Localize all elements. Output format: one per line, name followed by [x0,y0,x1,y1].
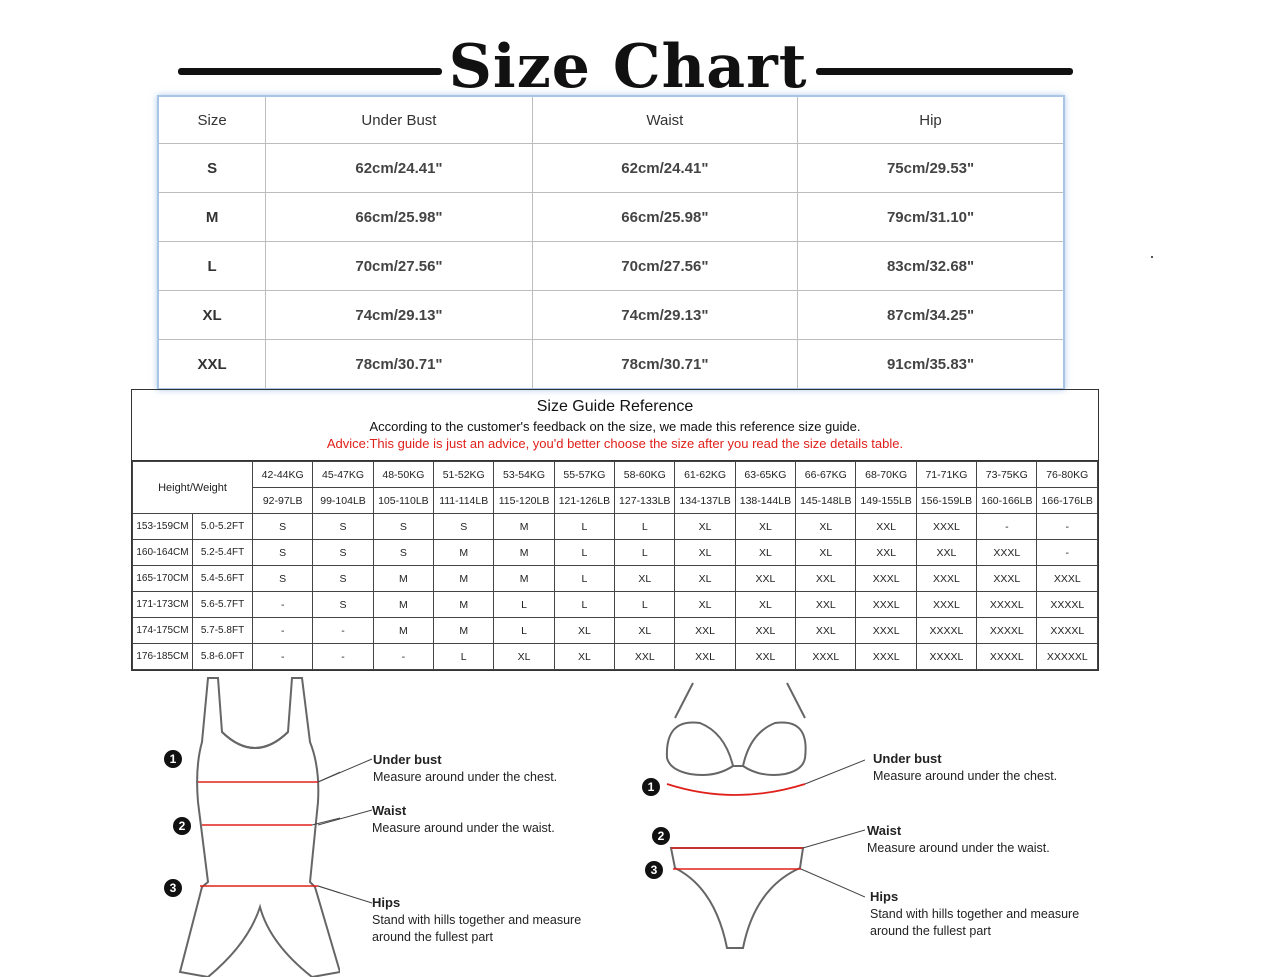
size-cell: XXXL [916,592,976,618]
hips-label: Hips [372,895,401,910]
weight-lb-cell: 138-144LB [735,488,795,514]
weight-kg-cell: 48-50KG [373,462,433,488]
page-title: Size Chart [448,32,808,102]
size-cell: XXXL [916,514,976,540]
under-bust-curve [667,784,805,795]
size-cell: M [158,193,266,242]
size-cell: S [253,514,313,540]
size-cell: XXXL [856,644,916,670]
under-bust-cell: 74cm/29.13" [266,291,532,340]
weight-lb-cell: 166-176LB [1037,488,1098,514]
height-cm-cell: 176-185CM [133,644,193,670]
size-guide-subtitle: According to the customer's feedback on the size, we made this reference size guide. [369,419,861,434]
size-cell: M [434,540,494,566]
weight-lb-cell: 149-155LB [856,488,916,514]
size-cell: M [494,514,554,540]
weight-kg-cell: 55-57KG [554,462,614,488]
size-cell: - [977,514,1037,540]
size-cell: XL [675,592,735,618]
height-cm-cell: 165-170CM [133,566,193,592]
hip-cell: 75cm/29.53" [798,144,1064,193]
marker-1: 1 [642,778,660,796]
size-chart-header-row [158,96,1064,144]
size-cell: XXXL [856,618,916,644]
size-cell: XXXL [977,540,1037,566]
weight-lb-row [133,488,1098,514]
size-cell: L [615,540,675,566]
weight-lb-cell: 105-110LB [373,488,433,514]
size-cell: - [313,644,373,670]
size-cell: - [1037,514,1098,540]
size-cell: XL [675,566,735,592]
weight-kg-cell: 45-47KG [313,462,373,488]
size-cell: XXL [856,540,916,566]
size-cell: M [434,566,494,592]
size-cell: L [494,592,554,618]
height-ft-cell: 5.7-5.8FT [193,618,253,644]
weight-lb-cell: 111-114LB [434,488,494,514]
size-cell: XXL [615,644,675,670]
table-row [133,618,1098,644]
hip-cell: 83cm/32.68" [798,242,1064,291]
hips-label: Hips [870,889,899,904]
size-guide-header [132,390,1098,461]
size-cell: XXXL [856,592,916,618]
size-cell: S [373,514,433,540]
marker-2: 2 [652,827,670,845]
under-bust-label: Under bust [373,752,442,767]
hips-desc-line1: Stand with hills together and measure [372,913,582,927]
hip-cell: 87cm/34.25" [798,291,1064,340]
waist-cell: 62cm/24.41" [532,144,797,193]
size-cell: - [253,618,313,644]
waist-cell: 66cm/25.98" [532,193,797,242]
size-cell: S [253,540,313,566]
waist-label: Waist [372,803,407,818]
weight-kg-cell: 61-62KG [675,462,735,488]
size-cell: XL [796,540,856,566]
weight-lb-cell: 115-120LB [494,488,554,514]
hip-cell: 79cm/31.10" [798,193,1064,242]
weight-kg-cell: 58-60KG [615,462,675,488]
size-cell: XL [554,618,614,644]
left-under-bust-annotation [373,752,557,786]
under-bust-cell: 62cm/24.41" [266,144,532,193]
weight-kg-cell: 76-80KG [1037,462,1098,488]
waist-cell: 74cm/29.13" [532,291,797,340]
size-cell: XXL [158,340,266,390]
size-cell: L [494,618,554,644]
hip-cell: 91cm/35.83" [798,340,1064,390]
size-cell: XXXXL [1037,592,1098,618]
weight-kg-cell: 53-54KG [494,462,554,488]
size-cell: XXL [735,566,795,592]
height-ft-cell: 5.4-5.6FT [193,566,253,592]
weight-kg-cell: 63-65KG [735,462,795,488]
size-cell: XL [615,566,675,592]
size-cell: S [313,592,373,618]
size-cell: L [554,514,614,540]
size-cell: XXXL [856,566,916,592]
height-cm-cell: 153-159CM [133,514,193,540]
height-ft-cell: 5.8-6.0FT [193,644,253,670]
under-bust-desc: Measure around under the chest. [373,770,558,784]
table-row [158,340,1064,390]
size-cell: - [1037,540,1098,566]
weight-kg-row [133,462,1098,488]
size-cell: XXXL [796,644,856,670]
table-row [158,291,1064,340]
size-cell: S [313,566,373,592]
waist-desc: Measure around under the waist. [372,821,555,835]
height-ft-cell: 5.0-5.2FT [193,514,253,540]
under-bust-cell: 66cm/25.98" [266,193,532,242]
weight-kg-cell: 51-52KG [434,462,494,488]
table-row [133,540,1098,566]
size-cell: M [494,540,554,566]
weight-kg-cell: 66-67KG [796,462,856,488]
size-cell: M [373,618,433,644]
under-bust-cell: 70cm/27.56" [266,242,532,291]
size-cell: - [253,644,313,670]
size-cell: L [554,566,614,592]
weight-kg-cell: 73-75KG [977,462,1037,488]
height-ft-cell: 5.2-5.4FT [193,540,253,566]
size-cell: XXL [796,566,856,592]
table-row [158,242,1064,291]
weight-lb-cell: 145-148LB [796,488,856,514]
size-cell: XL [735,540,795,566]
size-cell: XXXL [916,566,976,592]
waist-desc: Measure around under the waist. [867,841,1050,855]
height-cm-cell: 160-164CM [133,540,193,566]
size-cell: L [615,592,675,618]
size-cell: S [158,144,266,193]
size-cell: XXXXL [916,618,976,644]
size-cell: S [313,514,373,540]
right-hips-annotation [870,889,1079,940]
header-waist: Waist [532,96,797,144]
title-rule-left [178,68,442,75]
weight-kg-cell: 68-70KG [856,462,916,488]
under-bust-desc: Measure around under the chest. [873,769,1058,783]
marker-3: 3 [164,879,182,897]
size-chart-table [157,95,1065,390]
right-waist-annotation [867,823,1050,857]
weight-lb-cell: 134-137LB [675,488,735,514]
weight-lb-cell: 156-159LB [916,488,976,514]
size-cell: XL [675,540,735,566]
table-row [158,193,1064,242]
marker-1: 1 [164,750,182,768]
header-hip: Hip [798,96,1064,144]
size-cell: XL [615,618,675,644]
size-cell: S [313,540,373,566]
size-cell: XL [796,514,856,540]
header-size: Size [158,96,266,144]
size-cell: S [373,540,433,566]
weight-kg-cell: 42-44KG [253,462,313,488]
size-cell: XL [158,291,266,340]
table-row [133,566,1098,592]
size-guide-title: Size Guide Reference [536,398,694,415]
weight-lb-cell: 99-104LB [313,488,373,514]
height-ft-cell: 5.6-5.7FT [193,592,253,618]
title-rule-right [816,68,1073,75]
hips-desc-line1: Stand with hills together and measure [870,907,1080,921]
waist-cell: 78cm/30.71" [532,340,797,390]
size-cell: XXXXL [977,618,1037,644]
size-cell: XXXXXL [1037,644,1098,670]
size-cell: XXL [735,644,795,670]
one-piece-connectors [318,755,374,905]
size-cell: - [373,644,433,670]
weight-lb-cell: 121-126LB [554,488,614,514]
size-cell: XXXXL [977,644,1037,670]
size-cell: XL [675,514,735,540]
size-cell: XXL [735,618,795,644]
size-cell: XXXXL [916,644,976,670]
size-cell: XXL [675,644,735,670]
weight-kg-cell: 71-71KG [916,462,976,488]
size-cell: L [554,592,614,618]
size-cell: XXXL [977,566,1037,592]
size-cell: S [253,566,313,592]
waist-cell: 70cm/27.56" [532,242,797,291]
size-cell: XL [735,592,795,618]
size-cell: XL [554,644,614,670]
weight-lb-cell: 92-97LB [253,488,313,514]
size-guide-advice: Advice:This guide is just an advice, you'd better choose the size after you read the size details table. [326,436,904,451]
size-cell: XXL [796,592,856,618]
marker-3: 3 [645,861,663,879]
hips-desc-line2: around the fullest part [372,930,493,944]
size-cell: M [373,566,433,592]
left-waist-annotation [372,803,555,837]
table-row [133,644,1098,670]
size-cell: S [434,514,494,540]
size-cell: - [253,592,313,618]
height-weight-label: Height/Weight [133,462,253,514]
size-cell: M [434,592,494,618]
weight-lb-cell: 127-133LB [615,488,675,514]
size-cell: XXL [796,618,856,644]
bikini-diagram [655,678,865,953]
size-cell: XL [735,514,795,540]
size-cell: XXXXL [977,592,1037,618]
size-cell: XXL [675,618,735,644]
size-cell: L [158,242,266,291]
table-row [133,514,1098,540]
under-bust-cell: 78cm/30.71" [266,340,532,390]
size-cell: XL [494,644,554,670]
size-cell: L [434,644,494,670]
size-cell: XXXXL [1037,618,1098,644]
size-cell: L [615,514,675,540]
stray-dot [1151,256,1153,258]
size-cell: M [373,592,433,618]
size-cell: M [494,566,554,592]
under-bust-label: Under bust [873,751,942,766]
size-guide-table [132,461,1098,670]
right-under-bust-annotation [873,751,1057,785]
size-guide [131,389,1099,671]
size-cell: XXL [916,540,976,566]
left-hips-annotation [372,895,581,946]
table-row [133,592,1098,618]
size-cell: L [554,540,614,566]
height-cm-cell: 174-175CM [133,618,193,644]
hips-desc-line2: around the fullest part [870,924,991,938]
height-cm-cell: 171-173CM [133,592,193,618]
header-under-bust: Under Bust [266,96,532,144]
size-cell: XXL [856,514,916,540]
size-cell: XXXL [1037,566,1098,592]
marker-2: 2 [173,817,191,835]
table-row [158,144,1064,193]
size-cell: M [434,618,494,644]
waist-label: Waist [867,823,902,838]
weight-lb-cell: 160-166LB [977,488,1037,514]
size-cell: - [313,618,373,644]
